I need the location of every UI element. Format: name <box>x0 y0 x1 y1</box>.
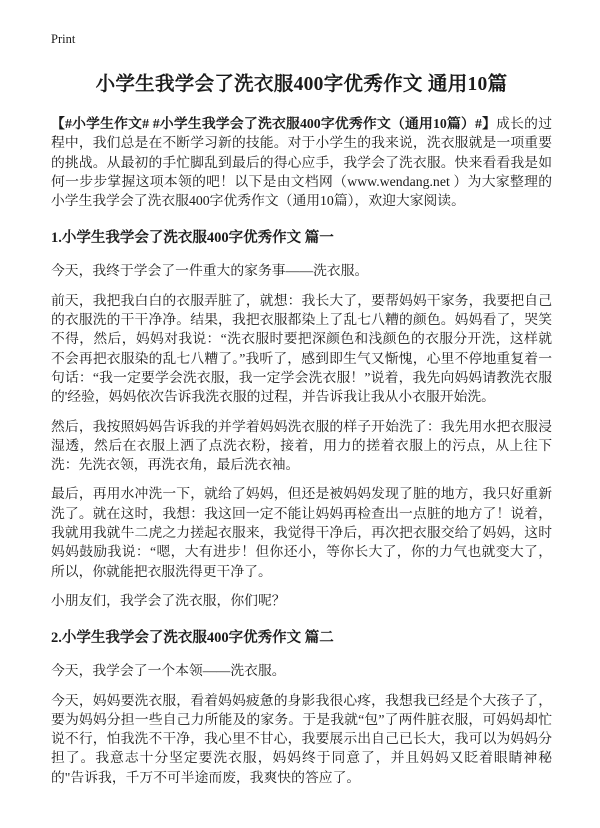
section-1-heading: 1.小学生我学会了洗衣服400字优秀作文 篇一 <box>51 230 334 247</box>
essay-2-paragraph-2: 今天，妈妈要洗衣服，看着妈妈疲惫的身影我很心疼，我想我已经是个大孩子了，要为妈妈分担一些自己力所能及的家务。于是我就“包”了两件脏衣服，可妈妈却忙说不行，怕我洗不干净，我心里不甘心，我要展示出自己已长大，我可以为妈妈分担了。我意志十分坚定要洗衣服，妈妈终于同意了，并且妈妈又眨着眼睛神秘的"告诉我，千万不可半途而废，我爽快的答应了。 <box>51 692 552 785</box>
intro-text: 成长的过程中，我们总是在不断学习新的技能。对于小学生的我来说，洗衣服就是一项重要的挑战。从最初的手忙脚乱到最后的得心应手，我学会了洗衣服。快来看看我是如何一步步掌握这项本领的吧！以下是由文档网（www.wendang.net ）为大家整理的小学生我学会了洗衣服400字优秀作文（通用10篇），欢迎大家阅读。 <box>51 116 552 209</box>
essay-1-paragraph-1: 今天，我终于学会了一件重大的家务事——洗衣服。 <box>51 263 369 279</box>
page-title: 小学生我学会了洗衣服400字优秀作文 通用10篇 <box>95 74 508 95</box>
essay-1-paragraph-4: 最后，再用水冲洗一下，就给了妈妈，但还是被妈妈发现了脏的地方，我只好重新洗了。就在这时，我想：我这回一定不能让妈妈再检查出一点脏的地方了！说着，我就用我就牛二虎之力搓起衣服来，我觉得干净后，再次把衣服交给了妈妈，这时妈妈鼓励我说：“嗯，大有进步！但你还小，等你长大了，你的力气也就变大了，所以，你就能把衣服洗得更干净了。 <box>51 486 552 579</box>
essay-2-paragraph-1: 今天，我学会了一个本领——洗衣服。 <box>51 663 286 679</box>
essay-1-paragraph-5: 小朋友们，我学会了洗衣服，你们呢？ <box>51 592 286 608</box>
intro-hashtag-bold: 【#小学生作文# #小学生我学会了洗衣服400字优秀作文（通用10篇）#】 <box>51 116 497 131</box>
print-row <box>51 30 552 48</box>
section-2-heading: 2.小学生我学会了洗衣服400字优秀作文 篇二 <box>51 630 334 647</box>
intro-paragraph <box>51 114 552 210</box>
print-button[interactable]: Print <box>51 32 76 46</box>
essay-1-paragraph-2: 前天，我把我白白的衣服弄脏了，就想：我长大了，要帮妈妈干家务，我要把自己的衣服洗的干干净净。结果，我把衣服都染上了乱七八糟的颜色。妈妈看了，哭笑不得，然后，妈妈对我说：“洗衣服时要把深颜色和浅颜色的衣服分开洗，这样就不会再把衣服染的乱七八糟了。”我听了，感到即生气又惭愧，心里不停地重复着一句话：“我一定要学会洗衣服，我一定学会洗衣服！”说着，我先向妈妈请教洗衣服的'经验，妈妈依次告诉我洗衣服的过程，并告诉我让我从小衣服开始洗。 <box>51 292 552 405</box>
essay-1-paragraph-3: 然后，我按照妈妈告诉我的并学着妈妈洗衣服的样子开始洗了：我先用水把衣服浸湿透，然后在衣服上洒了点洗衣粉，接着，用力的搓着衣服上的污点，从上往下洗：先洗衣领，再洗衣角，最后洗衣袖。 <box>51 418 552 473</box>
